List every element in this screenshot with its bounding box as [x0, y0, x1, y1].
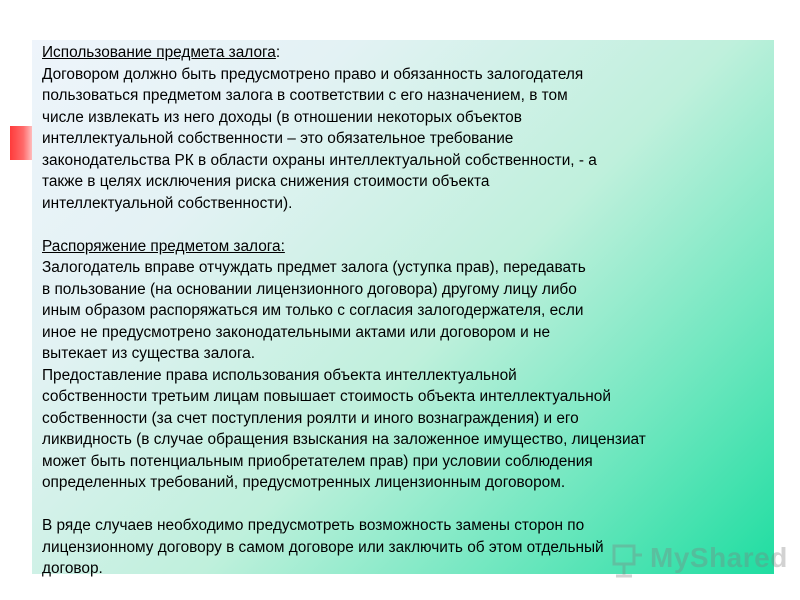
- section2-line: может быть потенциальным приобретателем прав) при условии соблюдения: [42, 452, 593, 470]
- section3-line: В ряде случаев необходимо предусмотреть возможность замены сторон по: [42, 517, 585, 534]
- paragraph-spacer: [42, 494, 770, 516]
- accent-bar: [10, 126, 34, 160]
- section3-line: договор.: [42, 560, 103, 577]
- section1-line: Договором должно быть предусмотрено право и обязанность залогодателя: [42, 65, 584, 83]
- section2-line: собственности (за счет поступления роялти и иного вознаграждения) и его: [42, 409, 579, 427]
- section3-line: лицензионному договору в самом договоре или заключить об этом отдельный: [42, 538, 604, 556]
- section2-line: иное не предусмотрено законодательными актами или договором и не: [42, 323, 551, 341]
- paragraph-spacer: [42, 214, 770, 236]
- section2-line: Предоставление права использования объекта интеллектуальной: [42, 366, 517, 384]
- section2-line: вытекает из существа залога.: [42, 345, 256, 362]
- text-panel: [32, 40, 774, 577]
- section1-line: законодательства РК в области охраны интеллектуальной собственности, - а: [42, 151, 597, 169]
- section1-line: пользоваться предметом залога в соответствии с его назначением, в том: [42, 87, 568, 104]
- section1-line: интеллектуальной собственности – это обязательное требование: [42, 130, 514, 147]
- section1-heading-suffix: :: [275, 44, 281, 61]
- section2-line: определенных требований, предусмотренных лицензионным договором.: [42, 474, 566, 491]
- section2-heading: Распоряжение предметом залога:: [42, 237, 285, 255]
- section1-line: интеллектуальной собственности).: [42, 194, 293, 212]
- section2-line: в пользование (на основании лицензионного договора) другому лицу либо: [42, 280, 577, 298]
- section2-line: собственности третьим лицам повышает стоимость объекта интеллектуальной: [42, 388, 611, 405]
- section1-heading-line: [42, 42, 770, 64]
- watermark-text: MyShared: [650, 542, 788, 573]
- section1-line: также в целях исключения риска снижения стоимости объекта: [42, 173, 490, 190]
- section2-line: ликвидность (в случае обращения взыскания на заложенное имущество, лицензиат: [42, 431, 646, 448]
- section1-line: числе извлекать из него доходы (в отношении некоторых объектов: [42, 108, 522, 126]
- section2-heading-line: [42, 236, 770, 258]
- section2-line: иным образом распоряжаться им только с согласия залогодержателя, если: [42, 302, 584, 319]
- slide-content: [42, 42, 770, 580]
- section2-line: Залогодатель вправе отчуждать предмет залога (уступка прав), передавать: [42, 259, 586, 276]
- section1-heading: Использование предмета залога: [42, 44, 276, 61]
